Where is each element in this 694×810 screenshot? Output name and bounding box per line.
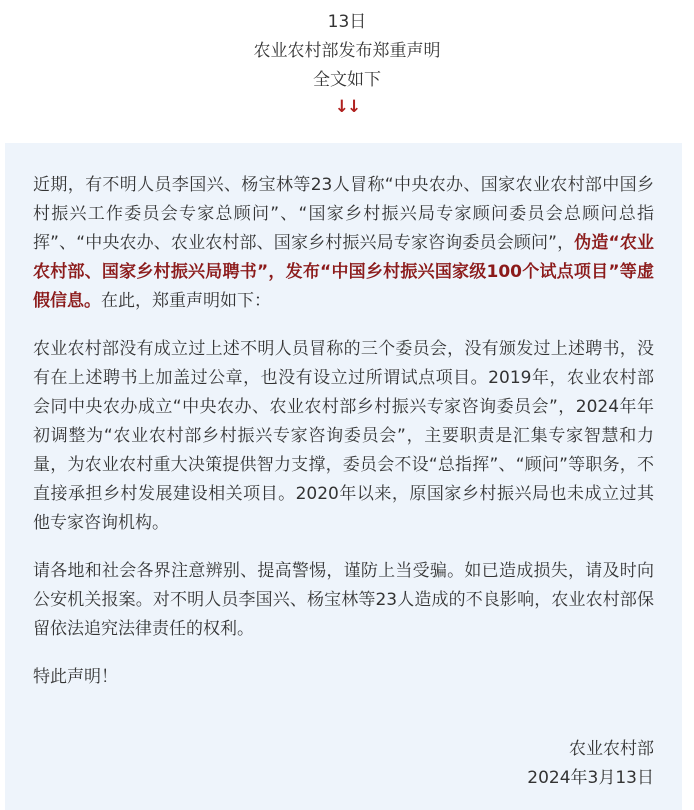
statement-panel: [5, 143, 682, 810]
paragraph-2: 农业农村部没有成立过上述不明人员冒称的三个委员会，没有颁发过上述聘书，没有在上述聘书上加盖过公章，也没有设立过所谓试点项目。2019年，农业农村部会同中央农办成立“中央农办、农业农村部乡村振兴专家咨询委员会”，2024年年初调整为“农业农村部乡村振兴专家咨询委员会”，主要职责是汇集专家智慧和力量，为农业农村重大决策提供智力支撑，委员会不设“总指挥”、“顾问”等职务，不直接承担乡村发展建设相关项目。2020年以来，原国家乡村振兴局也未成立过其他专家咨询机构。: [33, 339, 654, 533]
header-title: 农业农村部发布郑重声明: [253, 41, 441, 61]
paragraph-1-intro: 近期，有不明人员李国兴、杨宝林等23人冒称“中央农办、国家农业农村部中国乡村振兴工作委员会专家总顾问”、“国家乡村振兴局专家顾问委员会总顾问总指挥”、“中央农办、农业农村部、国家乡村振兴局专家咨询委员会顾问”，: [33, 175, 654, 253]
paragraph-3: 请各地和社会各界注意辨别、提高警惕，谨防上当受骗。如已造成损失，请及时向公安机关报案。对不明人员李国兴、杨宝林等23人造成的不良影响，农业农村部保留依法追究法律责任的权利。: [33, 561, 654, 639]
down-arrow-icon: ↓↓: [334, 97, 360, 117]
header-date: 13日: [327, 12, 367, 32]
paragraph-1: [33, 171, 654, 316]
paragraph-4: 特此声明！: [33, 667, 118, 687]
paragraph-1-emphasis: 伪造“农业农村部、国家乡村振兴局聘书”，发布“中国乡村振兴国家级100个试点项目”等虚假信息。: [33, 233, 654, 311]
header-subtitle: 全文如下: [313, 70, 381, 90]
signature-org: 农业农村部: [569, 739, 654, 759]
signature-date: 2024年3月13日: [527, 768, 654, 788]
signature-block: [527, 735, 654, 793]
paragraph-1-closing: 在此，郑重声明如下：: [101, 291, 271, 311]
announcement-header: [0, 8, 694, 119]
